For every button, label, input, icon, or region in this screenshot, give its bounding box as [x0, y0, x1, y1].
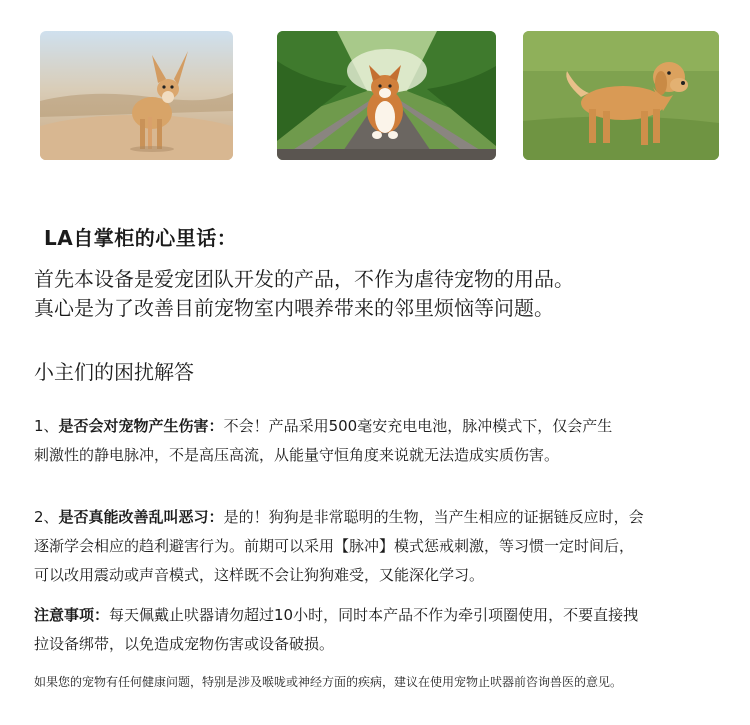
- notice-line: [34, 601, 750, 630]
- faq-title: 小主们的困扰解答: [34, 360, 194, 384]
- notice-line: 拉设备绑带，以免造成宠物伤害或设备破损。: [34, 635, 335, 653]
- faq-question: 是否真能改善乱叫恶习：: [58, 508, 224, 526]
- faq-number: 2、: [34, 508, 59, 526]
- notice-block: [34, 601, 750, 659]
- faq-item-2: [34, 503, 750, 590]
- notice-text: 每天佩戴止吠器请勿超过10小时，同时本产品不作为牵引项圈使用，不要直接拽: [109, 606, 639, 624]
- faq-item-1: [34, 412, 750, 470]
- notice-label: 注意事项：: [34, 606, 110, 624]
- faq-line: 可以改用震动或声音模式，这样既不会让狗狗难受，又能深化学习。: [34, 566, 485, 584]
- faq-answer: 是的！狗狗是非常聪明的生物，当产生相应的证据链反应时，会: [223, 508, 644, 526]
- intro-line: 真心是为了改善目前宠物室内喂养带来的邻里烦恼等问题。: [34, 296, 554, 320]
- faq-line: [34, 412, 750, 441]
- faq-answer: 不会！产品采用500毫安充电电池，脉冲模式下，仅会产生: [223, 417, 613, 435]
- golden-retriever-photo: [523, 31, 719, 160]
- faq-question: 是否会对宠物产生伤害：: [58, 417, 224, 435]
- faq-line: 逐渐学会相应的趋利避害行为。前期可以采用【脉冲】模式惩戒刺激，等习惯一定时间后，: [34, 537, 635, 555]
- faq-number: 1、: [34, 417, 59, 435]
- faq-line: 刺激性的静电脉冲，不是高压高流，从能量守恒角度来说就无法造成实质伤害。: [34, 446, 560, 464]
- intro-line: 首先本设备是爱宠团队开发的产品，不作为虐待宠物的用品。: [34, 267, 574, 291]
- intro-text: [34, 265, 574, 323]
- footer-disclaimer: 如果您的宠物有任何健康问题，特别是涉及喉咙或神经方面的疾病，建议在使用宠物止吠器前咨询兽医的意见。: [34, 675, 623, 689]
- chihuahua-photo: [40, 31, 233, 160]
- faq-line: [34, 503, 750, 532]
- section-heading: LA自掌柜的心里话：: [44, 226, 238, 250]
- corgi-photo: [277, 31, 496, 160]
